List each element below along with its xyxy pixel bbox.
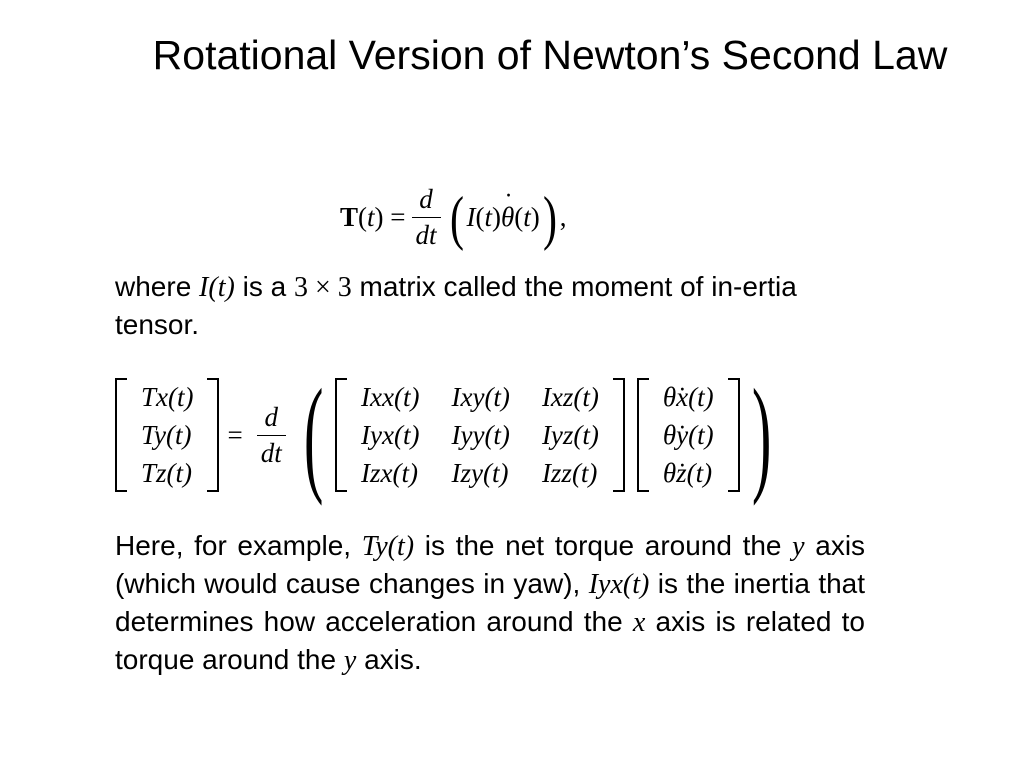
para1-text-3: matrix called the moment of in-ertia tensor. bbox=[115, 271, 797, 340]
para2-text-4: is the inertia that determines how acceleration around the bbox=[115, 568, 866, 637]
para1-math-dims: 3 × 3 bbox=[293, 272, 352, 303]
matrix-right-paren: ) bbox=[751, 363, 772, 507]
inertia-xy: Ixy(t) bbox=[451, 382, 510, 412]
theta-dot-z: θ̇z(t) bbox=[662, 458, 713, 488]
torque-vector bbox=[115, 378, 219, 492]
inertia-yz: Iyz(t) bbox=[541, 420, 599, 450]
inertia-tensor bbox=[335, 378, 625, 492]
matrix-left-paren: ( bbox=[303, 363, 324, 507]
matrix-equation bbox=[115, 363, 783, 507]
inertia-yx: Iyx(t) bbox=[361, 420, 420, 450]
fraction-numerator: d bbox=[419, 184, 433, 214]
para2-math-y: y bbox=[792, 531, 805, 562]
torque-z: Tz(t) bbox=[141, 458, 193, 488]
torque-x: Tx(t) bbox=[141, 382, 194, 412]
inertia-zz: Izz(t) bbox=[541, 458, 598, 488]
para2-text-5: axis is related to torque around the bbox=[115, 606, 865, 675]
matrix-fraction-numerator: d bbox=[264, 401, 278, 432]
para2-text-1: Here, for example, bbox=[115, 530, 352, 561]
equation-comma: , bbox=[559, 202, 567, 232]
inertia-zx: Izx(t) bbox=[361, 458, 418, 488]
para1-text-1: where bbox=[115, 271, 192, 302]
left-paren: ( bbox=[449, 184, 464, 251]
torque-y: Ty(t) bbox=[141, 420, 192, 450]
para2-math-Ty: Ty(t) bbox=[361, 531, 415, 562]
inertia-xz: Ixz(t) bbox=[541, 382, 599, 412]
matrix-derivative-fraction bbox=[257, 402, 286, 469]
right-paren: ) bbox=[542, 184, 557, 251]
inertia-zy: Izy(t) bbox=[451, 458, 509, 488]
matrix-fraction-denominator: dt bbox=[257, 435, 286, 469]
torque-lhs: T(t) = bbox=[340, 202, 406, 232]
moment-of-inertia-description bbox=[115, 268, 865, 343]
para2-math-Iyx: Iyx(t) bbox=[588, 569, 650, 600]
para2-text-3: axis (which would cause changes in yaw), bbox=[115, 530, 866, 599]
theta-dot-x: θ̇x(t) bbox=[662, 382, 714, 412]
inertia-xx: Ixx(t) bbox=[361, 382, 420, 412]
para2-text-6: axis. bbox=[364, 644, 422, 675]
torque-equation bbox=[340, 184, 567, 251]
torque-rhs: I(t)˙ θ(t) bbox=[467, 202, 540, 233]
equals-sign: = bbox=[227, 419, 243, 450]
para1-text-2: is a bbox=[242, 271, 287, 302]
derivative-fraction bbox=[412, 184, 441, 251]
para2-math-y2: y bbox=[343, 645, 357, 676]
example-explanation bbox=[115, 527, 865, 679]
inertia-yy: Iyy(t) bbox=[451, 420, 510, 450]
para2-text-2: is the net torque around the bbox=[424, 530, 782, 561]
slide-title: Rotational Version of Newton’s Second Law bbox=[152, 32, 948, 78]
angular-velocity-vector bbox=[637, 378, 740, 492]
para2-math-x: x bbox=[632, 607, 646, 638]
para1-math-I: I(t) bbox=[199, 272, 235, 303]
theta-dot-y: θ̇y(t) bbox=[662, 420, 714, 450]
fraction-denominator: dt bbox=[412, 217, 441, 251]
